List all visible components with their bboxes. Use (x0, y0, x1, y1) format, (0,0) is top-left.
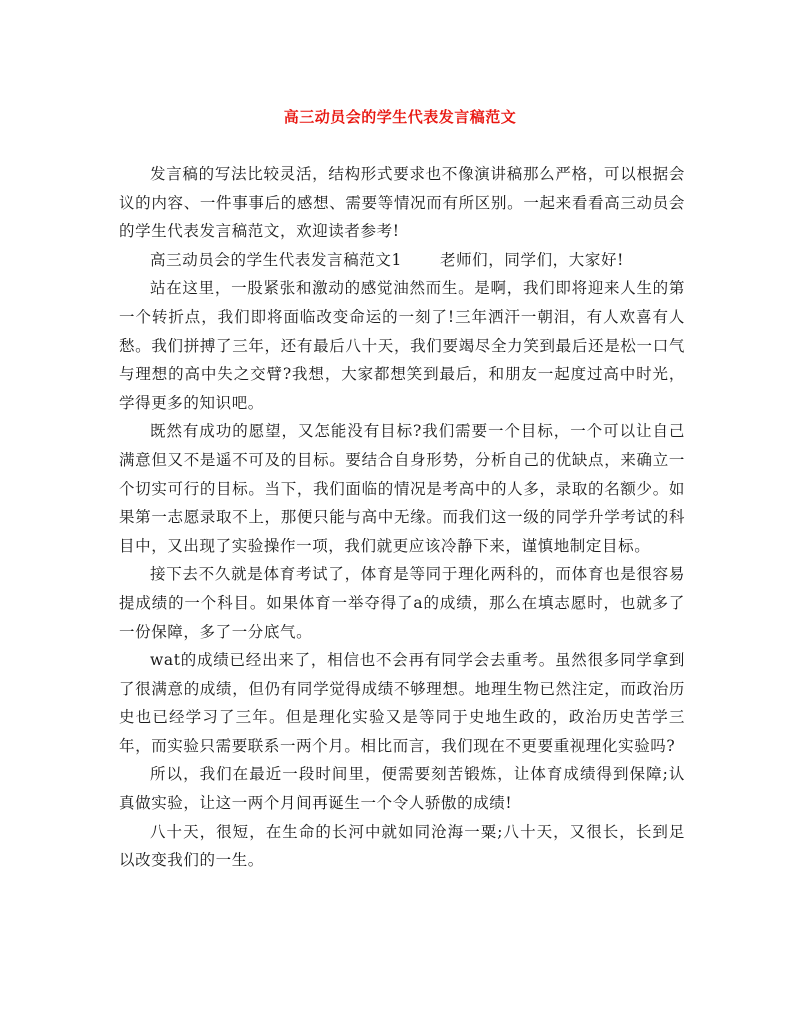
body-paragraph: 站在这里，一股紧张和激动的感觉油然而生。是啊，我们即将迎来人生的第一个转折点，我们即将面临改变命运的一刻了!三年洒汗一朝泪，有人欢喜有人愁。我们拼搏了三年，还有最后八十天，我们要竭尽全力笑到最后还是松一口气与理想的高中失之交臂?我想，大家都想笑到最后，和朋友一起度过高中时光，学得更多的知识吧。 (119, 279, 685, 412)
body-paragraph: 既然有成功的愿望，又怎能没有目标?我们需要一个目标，一个可以让自己满意但又不是遥不可及的目标。要结合自身形势，分析自己的优缺点，来确立一个切实可行的目标。当下，我们面临的情况是考高中的人多，录取的名额少。如果第一志愿录取不上，那便只能与高中无缘。而我们这一级的同学升学考试的科目中，又出现了实验操作一项，我们就更应该冷静下来，谨慎地制定目标。 (119, 422, 685, 555)
body-paragraph: 接下去不久就是体育考试了，体育是等同于理化两科的，而体育也是很容易提成绩的一个科目。如果体育一举夺得了a的成绩，那么在填志愿时，也就多了一份保障，多了一分底气。 (119, 565, 685, 641)
body-paragraph: 所以，我们在最近一段时间里，便需要刻苦锻炼，让体育成绩得到保障;认真做实验，让这一两个月间再诞生一个令人骄傲的成绩! (119, 765, 685, 813)
document-body (119, 160, 685, 875)
body-paragraph: wat的成绩已经出来了，相信也不会再有同学会去重考。虽然很多同学拿到了很满意的成绩，但仍有同学觉得成绩不够理想。地理生物已然注定，而政治历史也已经学习了三年。但是理化实验又是等同于史地生政的，政治历史苦学三年，而实验只需要联系一两个月。相比而言，我们现在不更要重视理化实验吗? (119, 651, 685, 755)
intro-paragraph: 发言稿的写法比较灵活，结构形式要求也不像演讲稿那么严格，可以根据会议的内容、一件事事后的感想、需要等情况而有所区别。一起来看看高三动员会的学生代表发言稿范文，欢迎读者参考! (119, 165, 685, 241)
greeting-text: 老师们，同学们，大家好! (439, 250, 624, 269)
document-title: 高三动员会的学生代表发言稿范文 (283, 108, 517, 126)
body-paragraph: 八十天，很短，在生命的长河中就如同沧海一粟;八十天，又很长，长到足以改变我们的一生。 (119, 822, 685, 870)
section-heading: 高三动员会的学生代表发言稿范文1 (150, 250, 402, 269)
section-heading-line (119, 246, 685, 275)
